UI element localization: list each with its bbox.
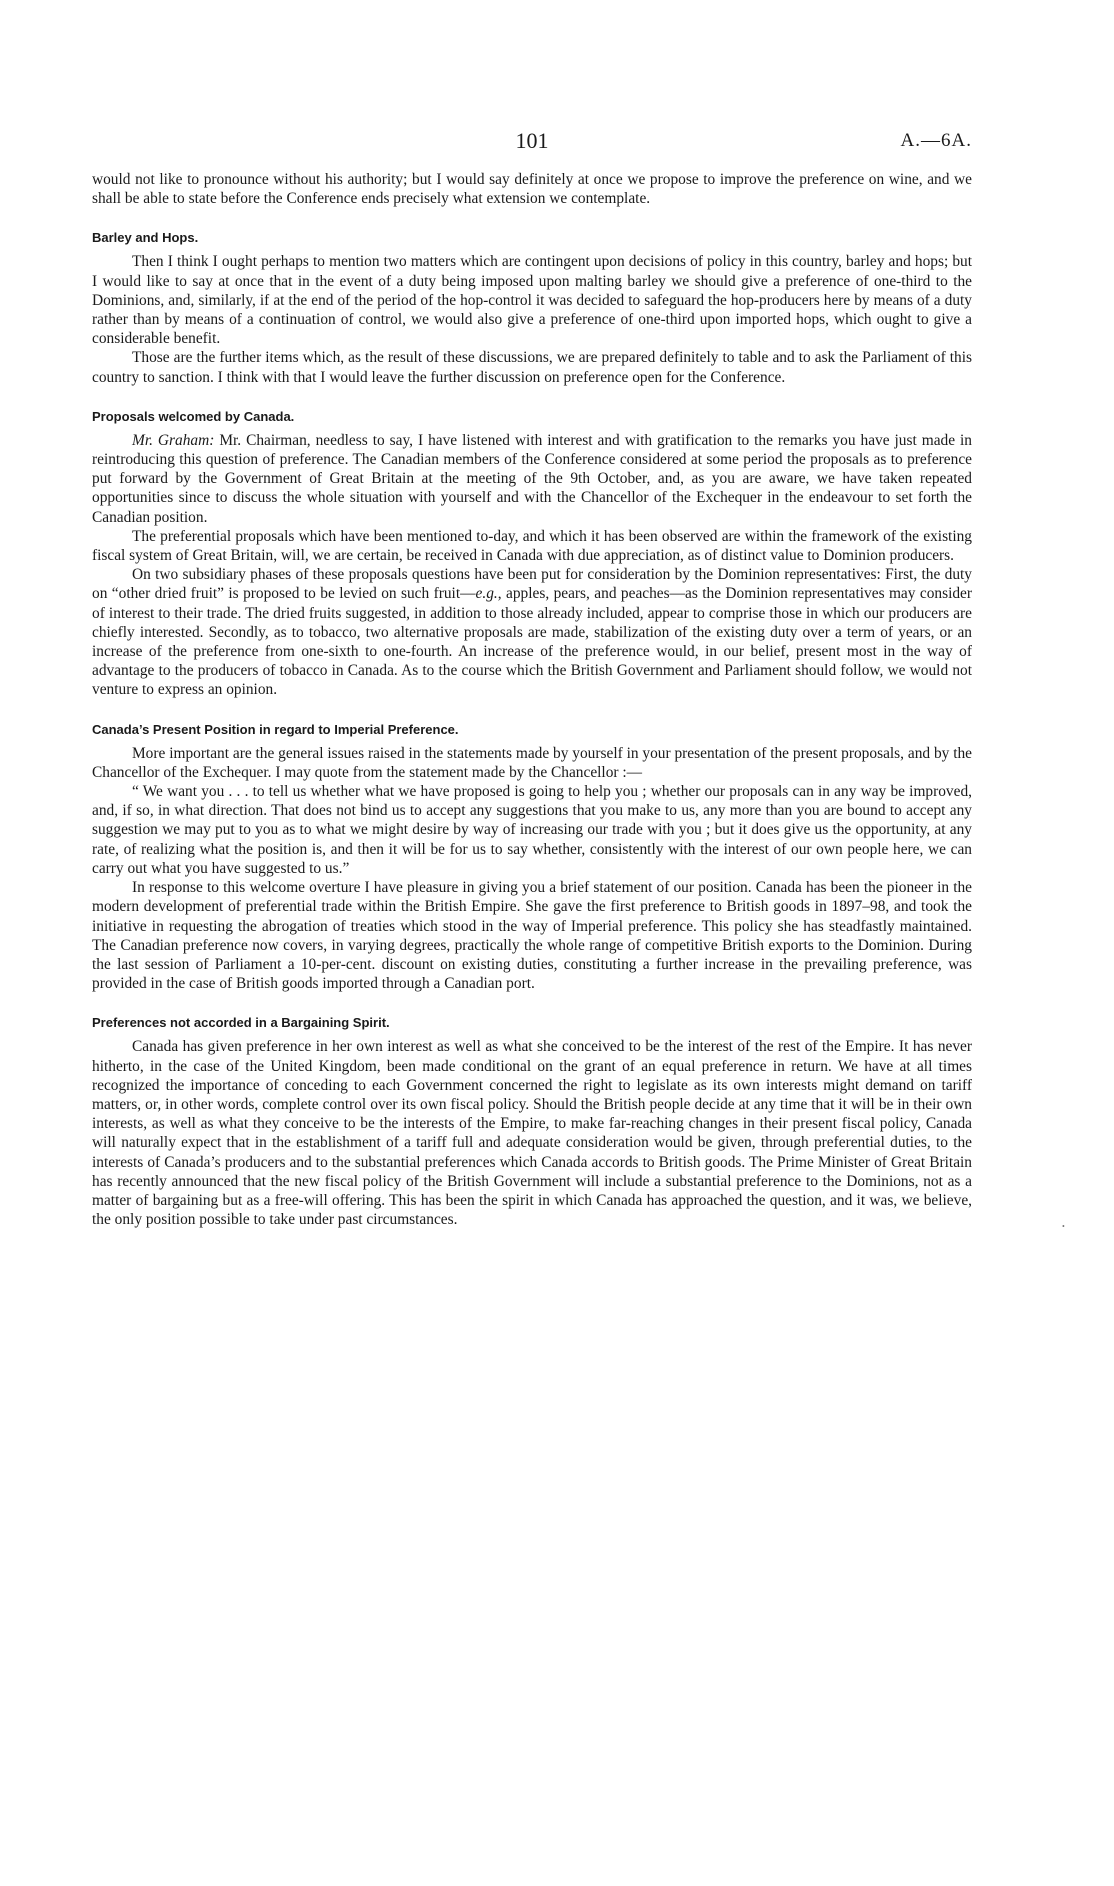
proposals-paragraph-3 [92,565,972,699]
position-paragraph-2: In response to this welcome overture I have pleasure in giving you a brief statement of our position. Canada has been the pioneer in the modern development of preferential trade within the British Empire. She gave the first preference to British goods in 1897–98, and took the initiative in requesting the abrogation of treaties which stood in the way of Imperial preference. This policy she has steadfastly maintained. The Canadian preference now covers, in varying degrees, practically the whole range of competitive British exports to the Dominion. During the last session of Parliament a 10-per-cent. discount on existing duties, constituting a further increase in the prevailing preference, was provided in the case of British goods imported through a Canadian port. [92,879,972,993]
chancellor-quote: “ We want you . . . to tell us whether what we have proposed is going to help you ; whether our proposals can in any way be improved, and, if so, in what direction. That does not bind us to accept any suggestions that you make to us, any more than you are bound to accept any suggestion we may put to you as to what we might desire by way of increasing our trade with you ; but it does give us the opportunity, at any rate, of realizing what the position is, and then it will be for us to say whether, consistently with the interest of our own people here, we can carry out what you have suggested to us.” [92,783,972,877]
page-header [92,128,972,162]
heading-canada-present-position: Canada’s Present Position in regard to Imperial Preference. [92,721,459,737]
proposals-paragraph-3-part-a: On two subsidiary phases of these proposals questions have been put for consideration by the Dominion representatives: First, the duty on “other dried fruit” is proposed to be levied on such fruit— [92,566,972,603]
proposals-paragraph-1-text: Mr. Chairman, needless to say, I have listened with interest and with gratification to the remarks you have just made in reintroducing this question of preference. The Canadian members of the Conference considered at some period the proposals as to preference put forward by the Government of Great Britain at the meeting of the 9th October, and, as you are aware, we have taken repeated opportunities since to discuss the whole situation with yourself and with the Chancellor of the Exchequer in the endeavour to set forth the Canadian position. [92,431,972,526]
page-number: 101 [515,128,549,153]
margin-mark: • [1062,1222,1065,1231]
eg-abbreviation: e.g. [475,585,498,603]
document-page [92,128,972,1229]
barley-paragraph-2: Those are the further items which, as the result of these discussions, we are prepared definitely to table and to ask the Parliament of this country to sanction. I think with that I would leave the further discussion on preference open for the Conference. [92,349,972,386]
barley-paragraph-1: Then I think I ought perhaps to mention two matters which are contingent upon decisions of policy in this country, barley and hops; but I would like to say at once that in the event of a duty being imposed upon malting barley we should give a preference of one-third to the Dominions, and, similarly, if at the end of the period of the hop-control it was decided to safeguard the hop-producers here by means of a duty rather than by means of a continuation of control, we would also give a preference of one-third upon imported hops, which ought to give a considerable benefit. [92,253,972,348]
position-paragraph-1: More important are the general issues raised in the statements made by yourself in your presentation of the present proposals, and by the Chancellor of the Exchequer. I may quote from the statement made by the Chancellor :— [92,744,972,781]
intro-paragraph: would not like to pronounce without his authority; but I would say definitely at once we propose to improve the preference on wine, and we shall be able to state before the Conference ends precisely what extension we contemplate. [92,171,972,208]
paper-reference: A.—6A. [900,130,972,151]
heading-barley-and-hops: Barley and Hops. [92,230,199,246]
bargaining-paragraph-1: Canada has given preference in her own interest as well as what she conceived to be the interest of the rest of the Empire. It has never hitherto, in the case of the United Kingdom, been made conditional on the grant of an equal preference in return. We have at all times recognized the importance of conceding to each Government concerned the right to legislate as its own interests might demand on tariff matters, or, in other words, complete control over its own fiscal policy. Should the British people decide at any time that it will be in their own interests, as well as what they conceive to be the interests of the Empire, to make far-reaching changes in their present fiscal policy, Canada will naturally expect that in the establishment of a tariff full and adequate consideration would be given, through preferential duties, to the interests of Canada’s producers and to the substantial preferences which Canada accords to British goods. The Prime Minister of Great Britain has recently announced that the new fiscal policy of the British Government will include a substantial preference to the Dominions, not as a matter of bargaining but as a free-will offering. This has been the spirit in which Canada has approached the question, and it was, we believe, the only position possible to take under past circumstances. [92,1038,972,1229]
speaker-name: Mr. Graham: [132,431,215,449]
proposals-paragraph-3-part-b: , apples, pears, and peaches—as the Dominion representatives may consider of interest to their trade. The dried fruits suggested, in addition to those already included, appear to comprise those in which our producers are chiefly interested. Secondly, as to tobacco, two alternative proposals are made, stabilization of the existing duty over a term of years, or an increase of the preference from one-sixth to one-fourth. An increase of the preference would, in our belief, present most in the way of advantage to the producers of tobacco in Canada. As to the course which the British Government and Parliament should follow, we would not venture to express an opinion. [92,585,972,699]
proposals-paragraph-1 [92,431,972,527]
heading-proposals-welcomed: Proposals welcomed by Canada. [92,408,295,424]
proposals-paragraph-2: The preferential proposals which have been mentioned to-day, and which it has been observed are within the framework of the existing fiscal system of Great Britain, will, we are certain, be received in Canada with due appreciation, as of distinct value to Dominion producers. [92,527,972,565]
heading-bargaining-spirit: Preferences not accorded in a Bargaining Spirit. [92,1015,390,1031]
